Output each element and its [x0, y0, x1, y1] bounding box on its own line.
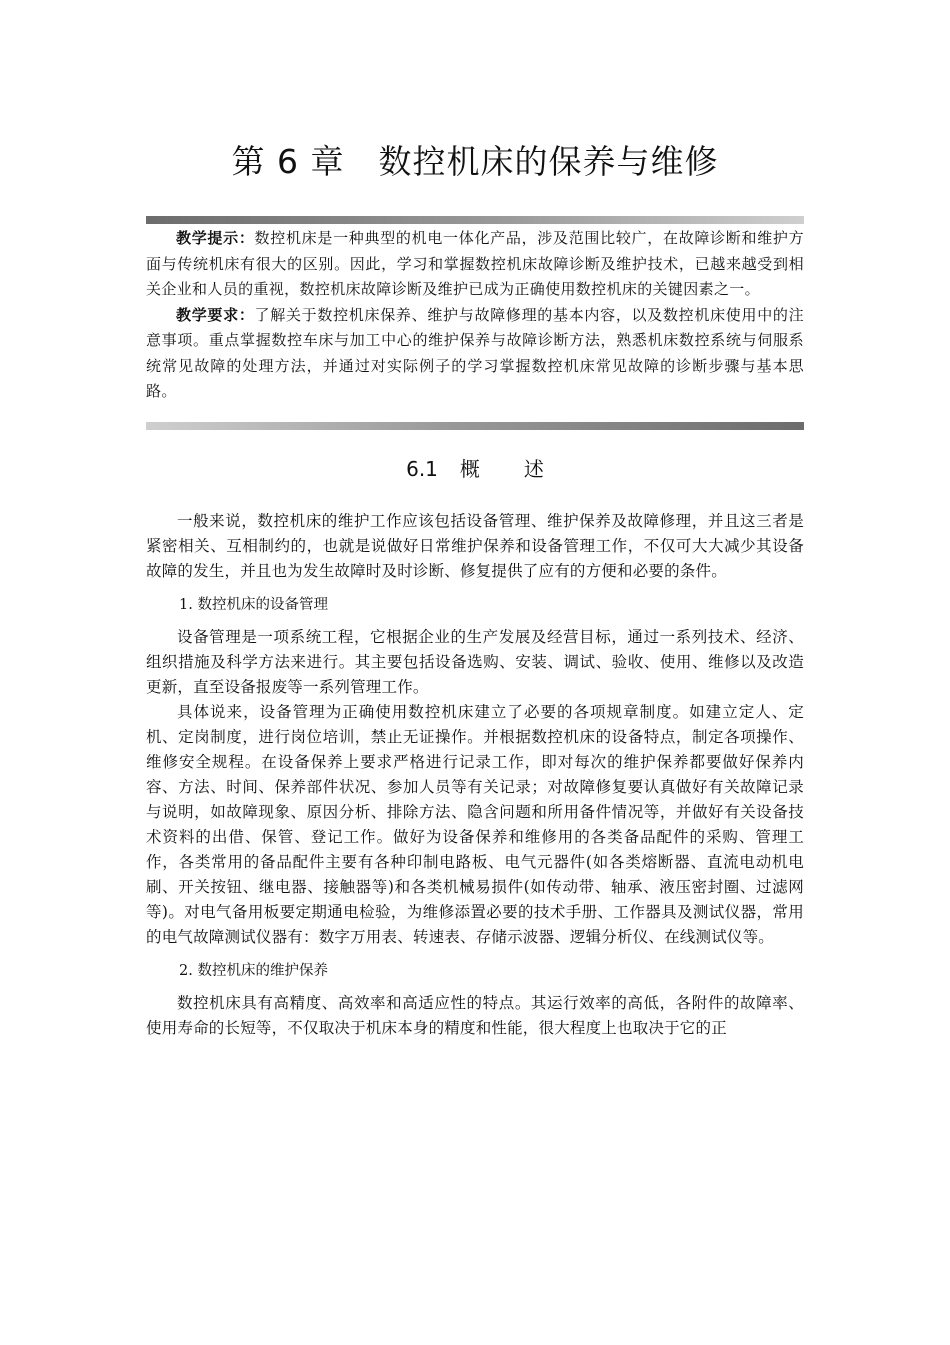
body-text — [146, 509, 804, 1041]
hint-text: 数控机床是一种典型的机电一体化产品，涉及范围比较广，在故障诊断和维护方面与传统机床有很大的区别。因此，学习和掌握数控机床故障诊断及维护技术，已越来越受到相关企业和人员的重视，数控机床故障诊断及维护已成为正确使用数控机床的关键因素之一。 — [146, 229, 804, 298]
section-title-part2: 述 — [523, 457, 544, 481]
subsection-2-paragraph-1: 数控机床具有高精度、高效率和高适应性的特点。其运行效率的高低，各附件的故障率、使用寿命的长短等，不仅取决于机床本身的精度和性能，很大程度上也取决于它的正 — [146, 994, 804, 1037]
section-title-part1: 概 — [459, 457, 480, 481]
intro-paragraph: 一般来说，数控机床的维护工作应该包括设备管理、维护保养及故障修理，并且这三者是紧密相关、互相制约的，也就是说做好日常维护保养和设备管理工作，不仅可大大减少其设备故障的发生，并且也为发生故障时及时诊断、修复提供了应有的方便和必要的条件。 — [146, 512, 804, 580]
subsection-1-paragraph-1: 设备管理是一项系统工程，它根据企业的生产发展及经营目标，通过一系列技术、经济、组织措施及科学方法来进行。其主要包括设备选购、安装、调试、验收、使用、维修以及改造更新，直至设备报废等一系列管理工作。 — [146, 628, 804, 696]
chapter-name: 数控机床的保养与维修 — [378, 142, 719, 181]
section-number: 6.1 — [406, 457, 438, 481]
bottom-divider — [146, 422, 804, 430]
subsection-1-title: 1. 数控机床的设备管理 — [179, 597, 328, 613]
teaching-box — [146, 226, 804, 405]
subsection-2-title: 2. 数控机床的维护保养 — [179, 963, 328, 979]
hint-label: 教学提示： — [176, 229, 255, 247]
teaching-hint — [146, 226, 804, 303]
chapter-title — [0, 136, 950, 183]
requirement-text: 了解关于数控机床保养、维护与故障修理的基本内容，以及数控机床使用中的注意事项。重点掌握数控车床与加工中心的维护保养与故障诊断方法，熟悉机床数控系统与伺服系统常见故障的处理方法，并通过对实际例子的学习掌握数控机床常见故障的诊断步骤与基本思路。 — [146, 305, 804, 400]
top-divider — [146, 216, 804, 224]
section-title — [0, 453, 950, 482]
subsection-1-paragraph-2: 具体说来，设备管理为正确使用数控机床建立了必要的各项规章制度。如建立定人、定机、定岗制度，进行岗位培训，禁止无证操作。并根据数控机床的设备特点，制定各项操作、维修安全规程。在设备保养上要求严格进行记录工作，即对每次的维护保养都要做好保养内容、方法、时间、保养部件状况、参加人员等有关记录；对故障修复要认真做好有关故障记录与说明，如故障现象、原因分析、排除方法、隐含问题和所用备件情况等，并做好有关设备技术资料的出借、保管、登记工作。做好为设备保养和维修用的各类备品配件的采购、管理工作，各类常用的备品配件主要有各种印制电路板、电气元器件(如各类熔断器、直流电动机电刷、开关按钮、继电器、接触器等)和各类机械易损件(如传动带、轴承、液压密封圈、过滤网等)。对电气备用板要定期通电检验，为维修添置必要的技术手册、工作器具及测试仪器，常用的电气故障测试仪器有：数字万用表、转速表、存储示波器、逻辑分析仪、在线测试仪等。 — [146, 703, 804, 946]
teaching-requirement — [146, 303, 804, 405]
chapter-number: 第 6 章 — [231, 142, 345, 181]
requirement-label: 教学要求： — [176, 305, 255, 324]
